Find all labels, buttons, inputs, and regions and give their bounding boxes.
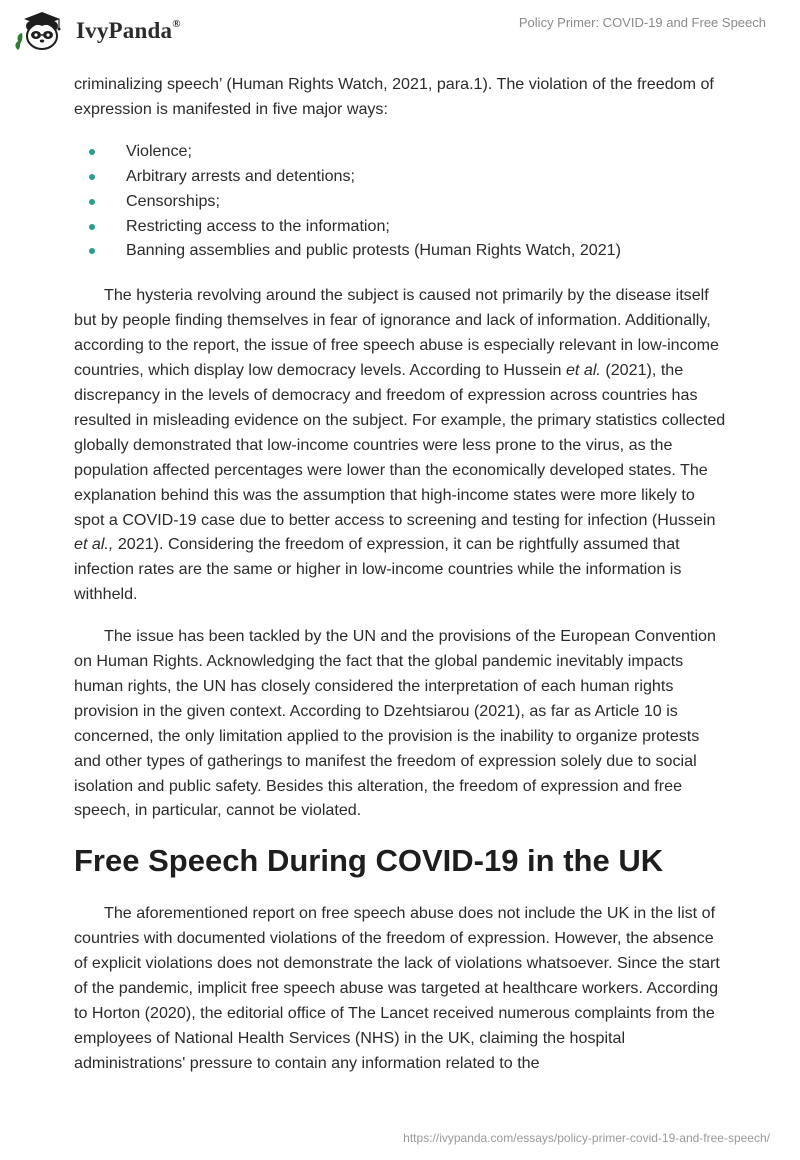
paragraph-intro: criminalizing speech’ (Human Rights Watch, 2021, para.1). The violation of the freedom of expression is manifested in five major ways: (74, 75, 714, 118)
list-item: Arbitrary arrests and detentions; (74, 164, 726, 189)
document-title: Policy Primer: COVID-19 and Free Speech (518, 15, 766, 30)
list-item: Censorships; (74, 189, 726, 214)
bullet-icon (89, 248, 95, 254)
essay-body (74, 72, 726, 1093)
bullet-icon (89, 174, 95, 180)
bullet-icon (89, 224, 95, 230)
paragraph-hysteria: The hysteria revolving around the subject is caused not primarily by the disease itself but by people finding themselves in fear of ignorance and lack of information. Additionally, according to the report, the issue of free speech abuse is especially relevant in low-income countries, which display low democracy levels. According to Hussein et al. (2021), the discrepancy in the levels of democracy and freedom of expression across countries has resulted in misleading evidence on the subject. For example, the primary statistics collected globally demonstrated that low-income countries were less prone to the virus, as the population affected percentages were lower than the economically developed states. The explanation behind this was the assumption that high-income states were more likely to spot a COVID-19 case due to better access to screening and testing for infection (Hussein et al., 2021). Considering the freedom of expression, it can be rightfully assumed that infection rates are the same or higher in low-income countries while the information is withheld. (74, 286, 726, 604)
section-heading: Free Speech During COVID-19 in the UK (74, 843, 664, 879)
list-item: Banning assemblies and public protests (Human Rights Watch, 2021) (74, 238, 726, 263)
paragraph-un-provisions: The issue has been tackled by the UN and the provisions of the European Convention on Human Rights. Acknowledging the fact that the global pandemic inevitably impacts human rights, the UN has closely considered the interpretation of each human rights provision in the given context. According to Dzehtsiarou (2021), as far as Article 10 is concerned, the only limitation applied to the provision is the inability to organize protests and other types of gatherings to manifest the freedom of expression solely due to social isolation and public safety. Besides this alteration, the freedom of expression and free speech, in particular, cannot be violated. (74, 627, 716, 820)
paragraph-uk: The aforementioned report on free speech abuse does not include the UK in the list of countries with documented violations of the freedom of expression. However, the absence of explicit violations does not demonstrate the lack of violations whatsoever. Since the start of the pandemic, implicit free speech abuse was targeted at healthcare workers. According to Horton (2020), the editorial office of The Lancet received numerous complaints from the employees of National Health Services (NHS) in the UK, claiming the hospital administrations' pressure to contain any information related to the (74, 904, 720, 1072)
panda-graduate-icon (14, 8, 70, 54)
list-item: Violence; (74, 139, 726, 164)
bullet-icon (89, 149, 95, 155)
list-item: Restricting access to the information; (74, 214, 726, 239)
violation-list (74, 139, 726, 264)
page-header (0, 0, 800, 70)
ivypanda-logo[interactable] (14, 8, 181, 54)
brand-name: IvyPanda® (76, 18, 181, 43)
bullet-icon (89, 199, 95, 205)
source-url[interactable]: https://ivypanda.com/essays/policy-primer-covid-19-and-free-speech/ (403, 1131, 770, 1145)
